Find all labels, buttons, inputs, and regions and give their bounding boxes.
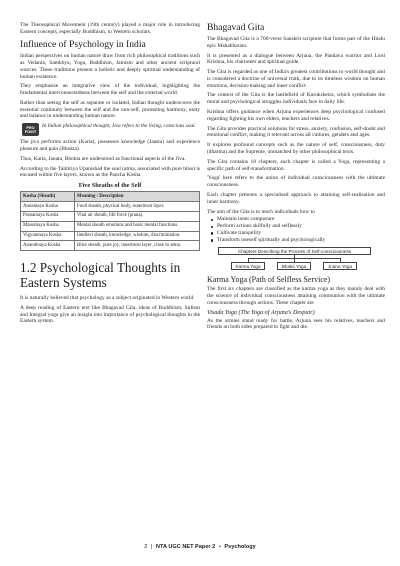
paragraph: They emphasise an integrative view of the individual, highlighting the fundamental interconnectedness between the self and the external world. — [20, 83, 200, 97]
table-cell: Manomaya Kosha — [21, 221, 75, 231]
paragraph: The Gita is regarded as one of India's greatest contributions to world thought and is considered a doctrine of universal truth, due to its timeless wisdom on human emotions, decision-making and inner conflict. — [207, 69, 385, 89]
table-row — [21, 241, 200, 251]
footer-subject: Psychology — [224, 544, 256, 550]
paragraph: The Bhagavad Gita is a 700-verse Sanskrit scripture that forms part of the Hindu epic Mahabharata. — [207, 36, 385, 49]
paragraph: It explores profound concepts such as the nature of self, consciousness, duty (dharma) and the Supreme, unmatched by other philosophical texts. — [207, 142, 385, 155]
footer-book-title: NTA UGC NET Paper 2 — [155, 544, 216, 550]
left-column — [20, 22, 200, 328]
paragraph: Thus, Karta, Janata, Bhokta are understood as functional aspects of the Jiva. — [20, 155, 186, 162]
heading-karma-yoga: Karma Yoga (Path of Selfless Service) — [207, 274, 331, 284]
paragraph: Each chapter presents a specialised approach to attaining self-realisation and inner harmony. — [207, 192, 385, 205]
paragraph: A deep reading of Eastern text like Bhagavad Gita, ideas of Buddhism, Sufism and Integral yoga give an insight into importance of psychological thoughts in the Eastern system. — [20, 305, 200, 325]
paragraph: According to the Taittiriya Upanishad the soul (atma, associated with pure bliss) is encased within five layers, known as the Pancha Kosha — [20, 165, 200, 179]
pro-point-icon — [22, 123, 39, 136]
section-heading: 1.2 Psychological Thoughts in Eastern Systems — [20, 260, 181, 290]
table-cell: Intellect sheath, knowledge, wisdom, discrimination. — [75, 231, 200, 241]
table-cell: Food sheath, physical body, outermost layer. — [75, 202, 200, 212]
aim-list — [211, 216, 385, 244]
list-item: Maintain inner composure — [211, 216, 385, 223]
paragraph: It is naturally believed that psychology as a subject originated in Western world. — [20, 295, 195, 302]
table-cell: Annamaya Kosha — [21, 202, 75, 212]
paragraph: The jiva performs action (Karta), possesses knowledge (Jaasta) and experience pleasure and pain (Bhokta). — [20, 139, 200, 152]
pro-point-text: In Indian philosophical thought, Jiva refers to the living, conscious soul. — [42, 123, 196, 130]
kosha-table — [20, 191, 200, 251]
table-cell: Bliss sheath, pure joy, innermost layer, close to atma. — [75, 241, 200, 251]
paragraph: The Gita contains 18 chapters, each chapter is called a Yoga, representing a specific path of self-transformation. — [207, 158, 385, 172]
table-cell: Vital air sheath, life force (prana). — [75, 211, 200, 221]
table-cell: Pranamaya Kosha — [21, 211, 75, 221]
table-cell: Anandmaya Kosha — [21, 241, 75, 251]
paragraph: 'Yoga' here refers to the union of individual consciousness with the ultimate consciousness. — [207, 175, 385, 189]
table-row — [21, 231, 200, 241]
table-header-row — [21, 192, 200, 202]
paragraph: Krishna offers guidance when Arjuna experiences deep psychological confused regarding fighting his own elders, teachers and relatives. — [207, 109, 385, 122]
paragraph: The aim of the Gita is to teach individuals how to — [207, 208, 315, 215]
pro-badge-line2: POINT — [24, 129, 37, 134]
list-item: Cultivate tranquility — [211, 230, 385, 237]
paragraph: The context of the Gita is the battlefield of Kurukshetra, which symbolises the moral and psychological struggles individuals face in daily life. — [207, 92, 385, 106]
table-row — [21, 221, 200, 231]
pro-badge-line1: PRO — [26, 125, 35, 130]
footer-bullet: • — [218, 544, 221, 550]
table-cell: Mental sheath emotions and basic mental functions. — [75, 221, 200, 231]
diagram-top-box: Chapters Describing the Process of Self-consciousness — [218, 247, 371, 255]
heading-visada-yoga: Visada Yoga (The Yoga of Arjuna's Despair) — [207, 309, 315, 316]
table-row — [21, 211, 200, 221]
heading-influence: Influence of Psychology in India — [20, 39, 146, 51]
footer-separator: | — [150, 544, 153, 550]
table-title: Five Sheaths of the Self — [78, 182, 142, 190]
diagram-box-karma: Karma Yoga — [231, 262, 265, 270]
heading-gita: Bhagavad Gita — [207, 22, 265, 33]
table-header-cell: Kosha (Sheath) — [21, 192, 75, 202]
paragraph: The first six chapters are classified as the karma yoga as they mainly deal with the science of individual consciousness attaining communion with the ultimate consciousness through actions. These chapter are — [207, 286, 385, 306]
paragraph: The Theosophical Movement (19th century) played a major role in introducing Eastern concepts, especially Buddhism, to Western scholars. — [20, 22, 200, 35]
paragraph: Indian perspectives on human nature draw from rich philosophical traditions such as Vedanta, Samkhya, Yoga, Buddhism, Jainism and other ancient scriptural sources. These traditions present a holistic and deeply spiritual understanding of human existence. — [20, 53, 200, 80]
diagram-box-bhakti: Bhakti Yoga — [277, 262, 311, 270]
yoga-diagram — [207, 247, 385, 271]
paragraph: It is presented as a dialogue between Arjuna, the Pandava warrior and Lord Krishna, his charioteer and spiritual guide. — [207, 52, 385, 66]
pro-point-callout — [22, 123, 200, 136]
diagram-box-jnana: Jnana Yoga — [323, 262, 357, 270]
right-column — [207, 22, 385, 334]
paragraph: The Gita provides practical solutions for stress, anxiety, confusion, self-doubt and emotional conflict, making it relevant across all cultures, genders and ages. — [207, 125, 385, 139]
table-row — [21, 202, 200, 212]
page-number: 2 — [144, 544, 148, 550]
table-header-cell: Meaning / Description — [75, 192, 200, 202]
paragraph: As the armies stand ready for battle, Arjuna sees his relatives, teachers and friends on both sides prepared to fight and die. — [207, 317, 385, 331]
table-cell: Vigyanmaya Kosha — [21, 231, 75, 241]
list-item: Perform actions skilfully and selflessly — [211, 223, 385, 230]
page-footer — [0, 544, 400, 550]
list-item: Transform oneself spiritually and psychologically — [211, 237, 385, 244]
paragraph: Rather than seeing the self as separate or isolated, Indian thought underscores the essential continuity between the self and the non-self, promoting harmony, unity and balance in understanding human nature. — [20, 100, 200, 120]
